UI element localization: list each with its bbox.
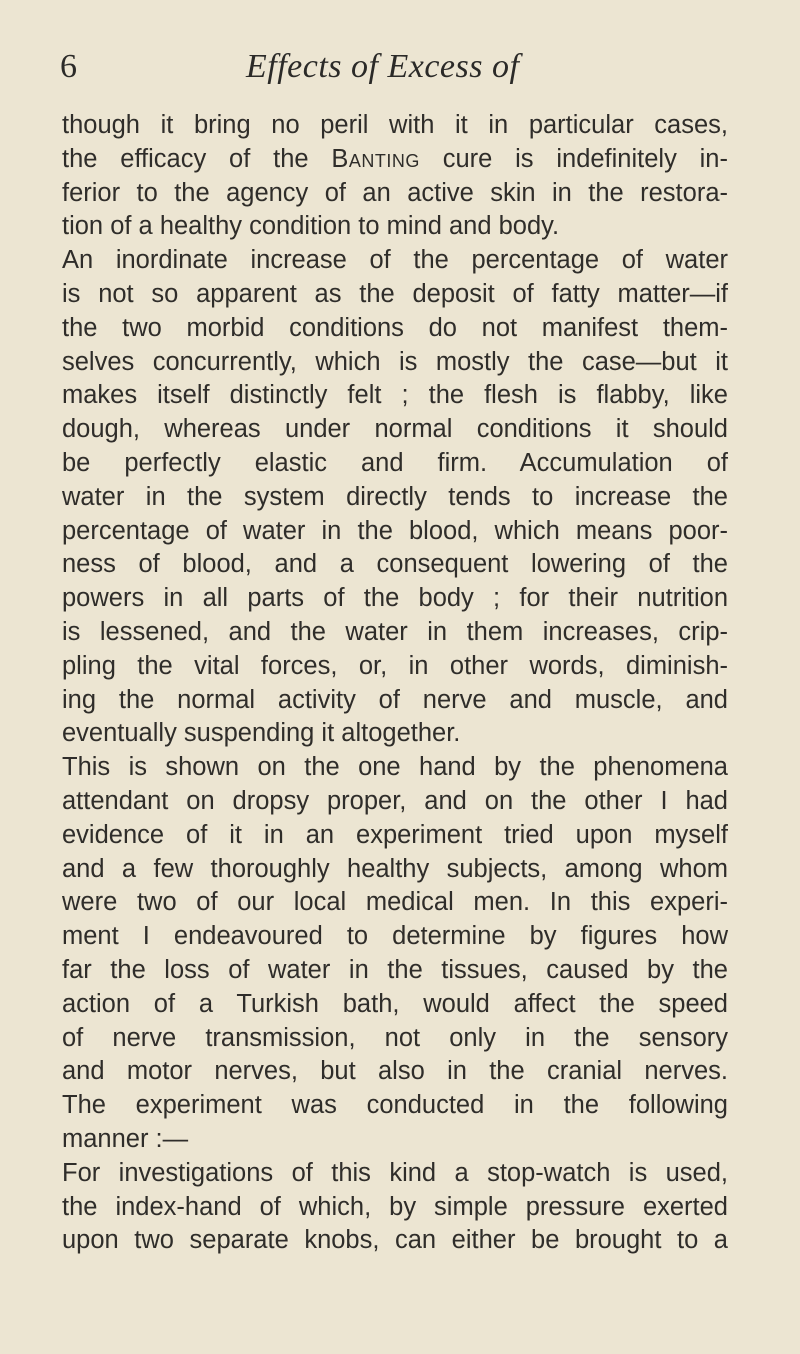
text-line: though it bring no peril with it in particular cases, [62, 111, 728, 139]
text-line: far the loss of water in the tissues, caused by the [62, 955, 728, 984]
text-line: the index-hand of which, by simple pressure exerted [62, 1192, 728, 1221]
text-line: dough, whereas under normal conditions it should [62, 415, 728, 444]
text-line: of nerve transmission, not only in the sensory [62, 1023, 728, 1052]
text-line: is lessened, and the water in them increases, crip- [62, 617, 728, 646]
text-line: ment I endeavoured to determine by figures how [62, 922, 728, 951]
text-line: and a few thoroughly healthy subjects, among whom [62, 854, 728, 883]
text-line: upon two separate knobs, can either be brought to a [62, 1226, 728, 1255]
text-line: be perfectly elastic and firm. Accumulation of [62, 448, 728, 477]
text-line: percentage of water in the blood, which means poor- [62, 516, 728, 545]
banting-term: Banting [331, 144, 420, 173]
text-line: The experiment was conducted in the following [62, 1091, 728, 1120]
text-line: makes itself distinctly felt ; the flesh is flabby, like [62, 381, 728, 410]
text-line: the two morbid conditions do not manifest them- [62, 313, 728, 342]
text-line: selves concurrently, which is mostly the case—but it [62, 347, 728, 376]
text-line: manner :— [62, 1124, 189, 1153]
text-line: powers in all parts of the body ; for their nutrition [62, 584, 728, 613]
text-line: and motor nerves, but also in the cranial nerves. [62, 1057, 728, 1086]
text-line: attendant on dropsy proper, and on the other I had [62, 786, 728, 815]
text-fragment: cure is indefinitely in- [419, 144, 728, 173]
page-number: 6 [60, 48, 77, 85]
text-line: evidence of it in an experiment tried upon myself [62, 820, 728, 849]
text-line: This is shown on the one hand by the phenomena [62, 753, 728, 782]
text-line: is not so apparent as the deposit of fatty matter—if [62, 279, 728, 308]
text-line: ferior to the agency of an active skin in the restora- [62, 178, 728, 207]
body-text [62, 109, 728, 1258]
text-line: eventually suspending it altogether. [62, 719, 461, 748]
page-header [60, 42, 760, 102]
running-title: Effects of Excess of [246, 48, 520, 85]
text-line: ing the normal activity of nerve and muscle, and [62, 685, 728, 714]
text-line: ness of blood, and a consequent lowering of the [62, 550, 728, 579]
text-line: tion of a healthy condition to mind and body. [62, 212, 560, 241]
text-line: pling the vital forces, or, in other words, diminish- [62, 651, 728, 680]
text-line: An inordinate increase of the percentage of water [62, 246, 728, 275]
text-line: action of a Turkish bath, would affect the speed [62, 989, 728, 1018]
text-line: water in the system directly tends to increase the [62, 482, 728, 511]
text-fragment: the efficacy of the [62, 144, 332, 173]
text-line [62, 143, 728, 177]
text-line: were two of our local medical men. In this experi- [62, 888, 728, 917]
text-line: For investigations of this kind a stop-watch is used, [62, 1158, 728, 1187]
